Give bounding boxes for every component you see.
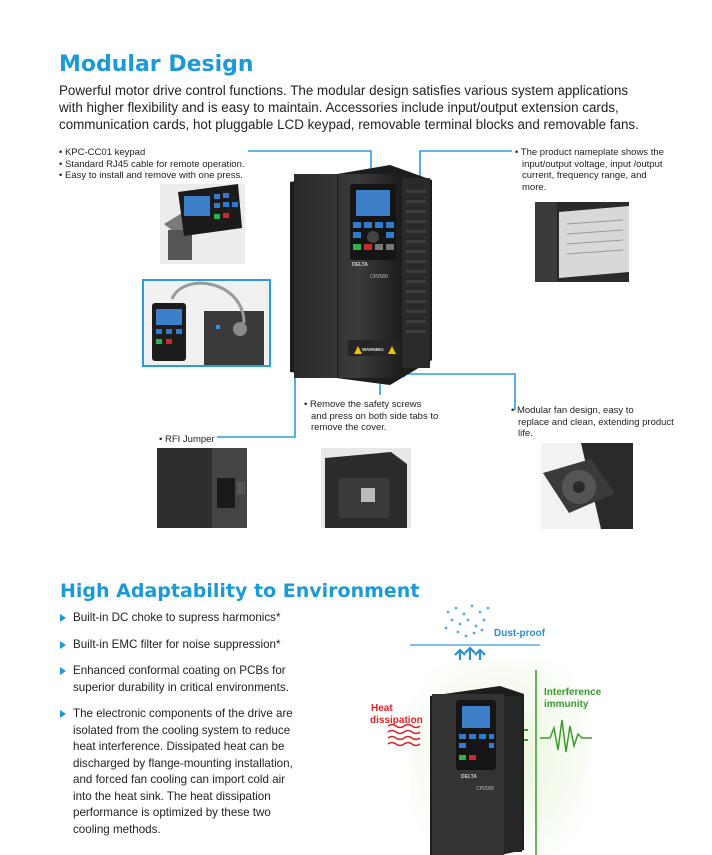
drive-unit-small-image xyxy=(430,686,524,855)
callout-line: • Easy to install and remove with one press. xyxy=(59,170,243,181)
nameplate-photo xyxy=(535,202,629,282)
intro-line: Powerful motor drive control functions. The modular design satisfies various system applications xyxy=(59,83,629,98)
callout-line: and press on both side tabs to xyxy=(311,410,439,422)
cover-removal-photo xyxy=(321,448,411,528)
drive-brand-label: DELTA xyxy=(352,262,368,268)
section-title-high-adaptability: High Adaptability to Environment xyxy=(60,580,420,602)
label-line: immunity xyxy=(544,699,589,710)
callout-line: • Standard RJ45 cable for remote operation. xyxy=(59,158,245,170)
keypad-remote-photo xyxy=(142,279,271,367)
drive-small-brand-label: DELTA xyxy=(461,774,477,780)
leader-nameplate xyxy=(420,151,512,332)
label-dust-proof: Dust-proof xyxy=(494,628,546,639)
callout-line: life. xyxy=(518,428,533,439)
keypad-photo xyxy=(160,184,245,264)
fan-photo xyxy=(541,443,633,529)
drive-model-label: CP2000 xyxy=(370,274,389,280)
drive-warning-label: WARNING xyxy=(362,347,384,352)
callout-line: • Remove the safety screws xyxy=(304,399,422,410)
rfi-jumper-photo xyxy=(157,448,247,528)
bullet-item: Built-in DC choke to supress harmonics* xyxy=(60,610,360,627)
bullet-triangle-icon xyxy=(60,710,66,718)
bullet-triangle-icon xyxy=(60,667,66,675)
callout-line: replace and clean, extending product xyxy=(518,416,674,428)
drive-unit-image xyxy=(290,160,432,385)
label-interference-immunity xyxy=(544,687,601,711)
dust-particles xyxy=(445,605,490,638)
label-line: Heat xyxy=(371,703,393,714)
intro-line: with higher flexibility and is easy to maintain. Accessories include input/output extension cards, xyxy=(59,100,619,115)
intro-line: communication cards, hot pluggable LCD keypad, removable terminal blocks and removable fans. xyxy=(59,117,639,132)
bullet-triangle-icon xyxy=(60,614,66,622)
label-line: Interference xyxy=(544,687,602,698)
callout-line: input/output voltage, input /output xyxy=(522,158,663,170)
dust-arrows-icon xyxy=(455,648,485,660)
callout-line: more. xyxy=(522,181,547,193)
bullet-item: The electronic components of the drive are isolated from the cooling system to reduce heat interference. Dissipated heat can be discharged by flange-mounting installation, and forced fan cooling can import cold air into the heat sink. The heat dissipation performance is optimized by these two cooling methods. xyxy=(60,706,360,838)
drive-small-model-label: CP2000 xyxy=(476,786,495,792)
callout-line: • Modular fan design, easy to xyxy=(511,405,634,416)
bullet-item: Built-in EMC filter for noise suppression* xyxy=(60,637,360,654)
section-title-modular-design: Modular Design xyxy=(59,52,254,77)
bullet-triangle-icon xyxy=(60,641,66,649)
bullet-item: Enhanced conformal coating on PCBs for superior durability in critical environments. xyxy=(60,663,360,696)
callout-line: • KPC-CC01 keypad xyxy=(59,147,146,158)
callout-line: remove the cover. xyxy=(311,422,387,433)
callout-line: • RFI Jumper xyxy=(159,434,215,445)
callout-line: • The product nameplate shows the xyxy=(515,147,664,158)
callout-line: current, frequency range, and xyxy=(522,170,647,181)
adaptability-bullet-list xyxy=(60,610,360,848)
label-line: dissipation xyxy=(370,715,423,726)
label-heat-dissipation xyxy=(370,703,423,727)
